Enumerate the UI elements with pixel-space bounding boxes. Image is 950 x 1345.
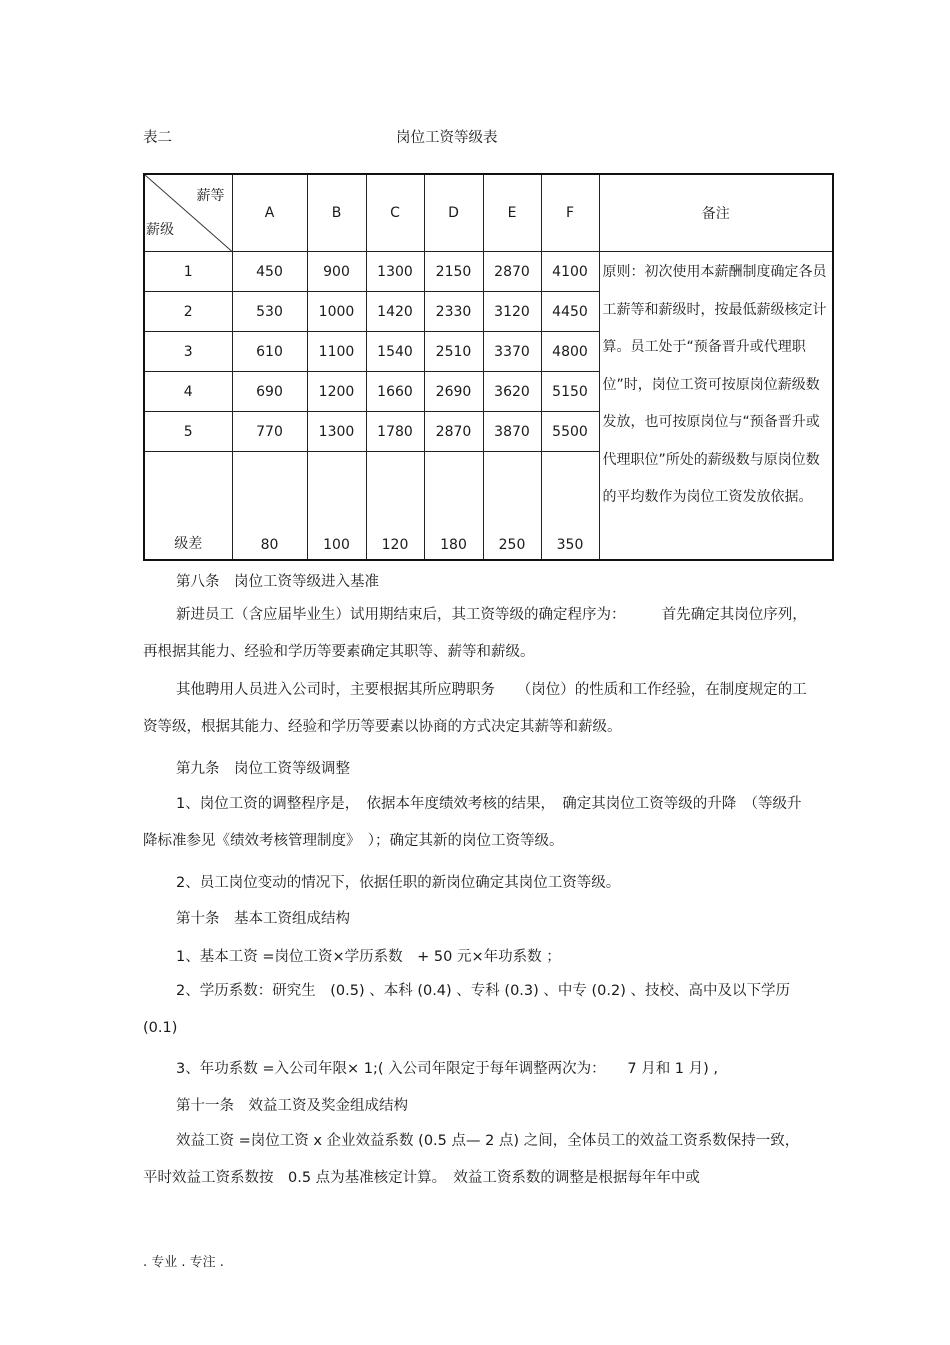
value-cell: 1300 [366,252,424,292]
value-cell: 2870 [483,252,541,292]
level-cell: 1 [144,252,232,292]
column-header: E [483,174,541,252]
value-cell: 2690 [424,372,483,412]
column-header: D [424,174,483,252]
value-cell: 450 [232,252,307,292]
value-cell: 1100 [307,332,366,372]
value-cell: 4450 [541,292,599,332]
level-cell: 5 [144,412,232,452]
column-header: A [232,174,307,252]
table-header-row [144,174,833,252]
value-cell: 3870 [483,412,541,452]
article-10-paragraph-3: 3、年功系数 =入公司年限× 1;( 入公司年限定于每年调整两次为： 7 月和 1 月) , [176,1061,719,1077]
value-cell: 80 [232,452,307,561]
article-9-heading: 第九条 岗位工资等级调整 [176,761,350,777]
value-cell: 5150 [541,372,599,412]
level-cell: 级差 [144,452,232,561]
value-cell: 3120 [483,292,541,332]
value-cell: 2870 [424,412,483,452]
value-cell: 3620 [483,372,541,412]
table-row [144,252,833,292]
article-9-paragraph-1: 1、岗位工资的调整程序是， 依据本年度绩效考核的结果， 确定其岗位工资等级的升降 （等级升降标准参见《绩效考核管理制度》 ）；确定其新的岗位工资等级。 [143,796,802,849]
value-cell: 180 [424,452,483,561]
value-cell: 530 [232,292,307,332]
value-cell: 2510 [424,332,483,372]
corner-label-level: 薪级 [146,222,174,238]
article-10-paragraph-2: 2、学历系数：研究生 (0.5) 、本科 (0.4) 、专科 (0.3) 、中专 (0.2) 、技校、高中及以下学历 (0.1) [143,983,790,1036]
corner-label-grade: 薪等 [196,188,225,204]
level-cell: 3 [144,332,232,372]
value-cell: 4100 [541,252,599,292]
table-title: 岗位工资等级表 [396,130,498,146]
level-cell: 2 [144,292,232,332]
value-cell: 610 [232,332,307,372]
corner-diagonal-cell [144,174,232,252]
value-cell: 350 [541,452,599,561]
value-cell: 4800 [541,332,599,372]
value-cell: 1660 [366,372,424,412]
value-cell: 770 [232,412,307,452]
value-cell: 2330 [424,292,483,332]
value-cell: 250 [483,452,541,561]
article-8-heading: 第八条 岗位工资等级进入基准 [176,574,379,590]
value-cell: 1200 [307,372,366,412]
article-8-paragraph-2: 其他聘用人员进入公司时，主要根据其所应聘职务 （岗位）的性质和工作经验，在制度规定的工资等级，根据其能力、经验和学历等要素以协商的方式决定其薪等和薪级。 [143,682,807,735]
article-10-heading: 第十条 基本工资组成结构 [176,911,350,927]
value-cell: 900 [307,252,366,292]
column-header: F [541,174,599,252]
level-cell: 4 [144,372,232,412]
value-cell: 1780 [366,412,424,452]
value-cell: 3370 [483,332,541,372]
article-9-paragraph-2: 2、员工岗位变动的情况下，依据任职的新岗位确定其岗位工资等级。 [176,875,621,891]
article-11-paragraph-1: 效益工资 =岗位工资 x 企业效益系数 (0.5 点— 2 点) 之间，全体员工的效益工资系数保持一致，平时效益工资系数按 0.5 点为基准核定计算。 效益工资系数的调整是根据每年年中或 [143,1133,800,1186]
value-cell: 1420 [366,292,424,332]
page-footer: . 专业 . 专注 . [143,1255,224,1270]
value-cell: 1540 [366,332,424,372]
salary-grade-table [143,173,834,561]
column-header: B [307,174,366,252]
article-8-paragraph-1: 新进员工（含应届毕业生）试用期结束后，其工资等级的确定程序为： 首先确定其岗位序列，再根据其能力、经验和学历等要素确定其职等、薪等和薪级。 [143,607,807,660]
value-cell: 1300 [307,412,366,452]
value-cell: 120 [366,452,424,561]
note-header: 备注 [599,174,833,252]
value-cell: 690 [232,372,307,412]
article-10-paragraph-1: 1、基本工资 =岗位工资×学历系数 + 50 元×年功系数 ； [176,949,561,965]
column-header: C [366,174,424,252]
article-11-heading: 第十一条 效益工资及奖金组成结构 [176,1098,408,1114]
value-cell: 5500 [541,412,599,452]
value-cell: 100 [307,452,366,561]
value-cell: 1000 [307,292,366,332]
note-cell: 原则：初次使用本薪酬制度确定各员工薪等和薪级时，按最低薪级核定计算。员工处于“预备晋升或代理职位”时，岗位工资可按原岗位薪级数发放，也可按原岗位与“预备晋升或代理职位”所处的薪级数与原岗位数的平均数作为岗位工资发放依据。 [599,252,833,561]
value-cell: 2150 [424,252,483,292]
table-label: 表二 [143,130,172,146]
